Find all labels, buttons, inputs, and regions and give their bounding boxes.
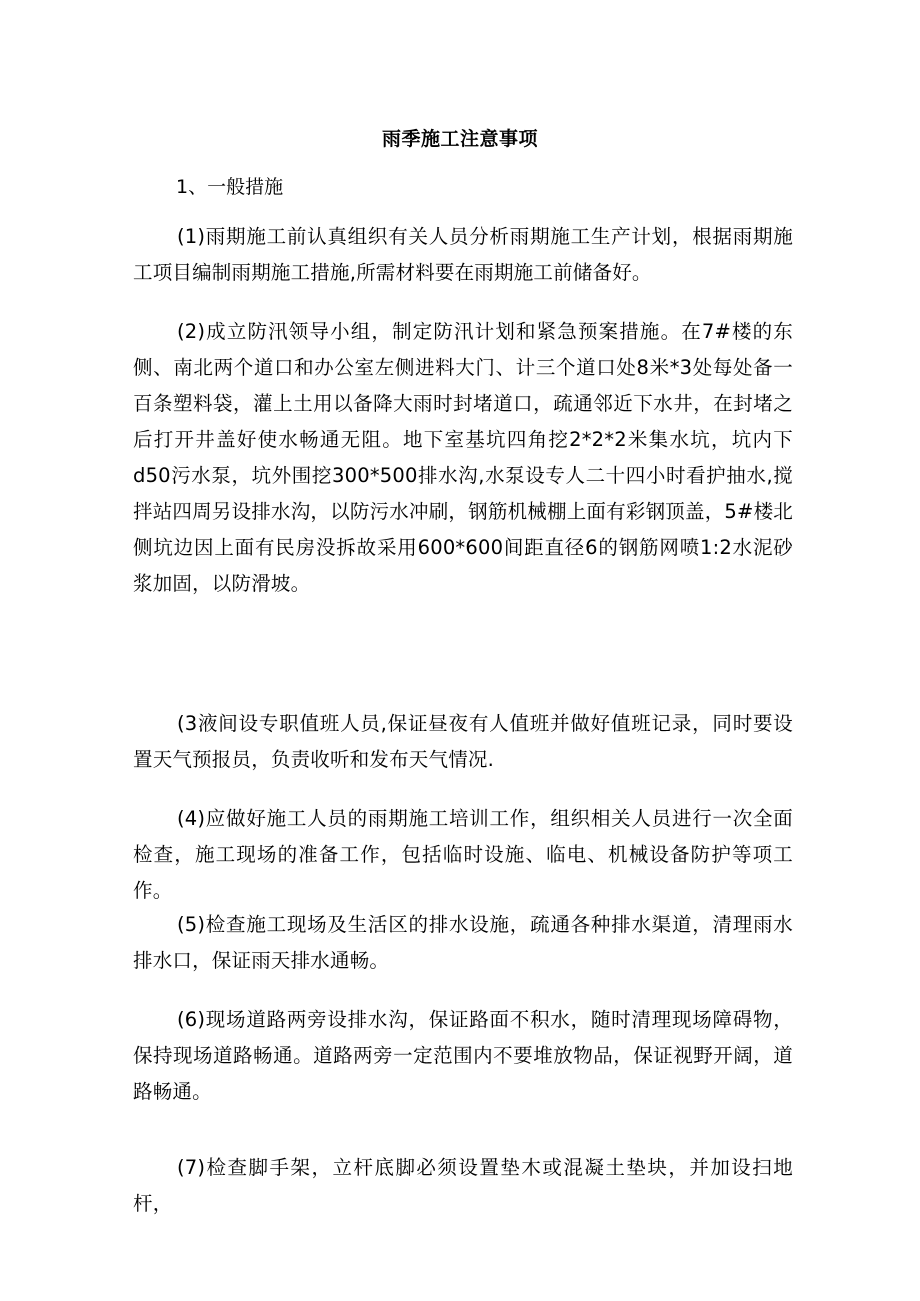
paragraph-5: (5)检查施工现场及生活区的排水设施，疏通各种排水渠道，清理雨水排水口，保证雨天排水通畅。 <box>133 913 793 972</box>
paragraph-4: (4)应做好施工人员的雨期施工培训工作，组织相关人员进行一次全面检查，施工现场的准备工作，包括临时设施、临电、机械设备防护等项工作。 <box>133 807 793 902</box>
paragraph-3: (3液间设专职值班人员,保证昼夜有人值班并做好值班记录，同时要设置天气预报员，负责收听和发布天气情况. <box>133 712 793 771</box>
paragraph-1: (1)雨期施工前认真组织有关人员分析雨期施工生产计划，根据雨期施工项目编制雨期施工措施,所需材料要在雨期施工前储备好。 <box>133 225 793 284</box>
section-heading: 1、一般措施 <box>176 176 284 198</box>
paragraph-6: (6)现场道路两旁设排水沟，保证路面不积水，随时清理现场障碍物，保持现场道路畅通。道路两旁一定范围内不要堆放物品，保证视野开阔，道路畅通。 <box>133 1008 793 1103</box>
document-title: 雨季施工注意事项 <box>381 128 538 150</box>
paragraph-7: (7)检查脚手架，立杆底脚必须设置垫木或混凝土垫块，并加设扫地杆， <box>133 1156 793 1215</box>
paragraph-2: (2)成立防汛领导小组，制定防汛计划和紧急预案措施。在7#楼的东侧、南北两个道口和办公室左侧进料大门、计三个道口处8米*3处每处备一百条塑料袋，灌上土用以备降大雨时封堵道口，疏通邻近下水井，在封堵之后打开井盖好使水畅通无阻。地下室基坑四角挖2*2*2米集水坑，坑内下d50污水泵，坑外围挖300*500排水沟,水泵设专人二十四小时看护抽水,搅拌站四周另设排水沟，以防污水冲刷，钢筋机械棚上面有彩钢顶盖，5#楼北侧坑边因上面有民房没拆故采用600*600间距直径6的钢筋网喷1:2水泥砂浆加固，以防滑坡。 <box>133 320 793 595</box>
